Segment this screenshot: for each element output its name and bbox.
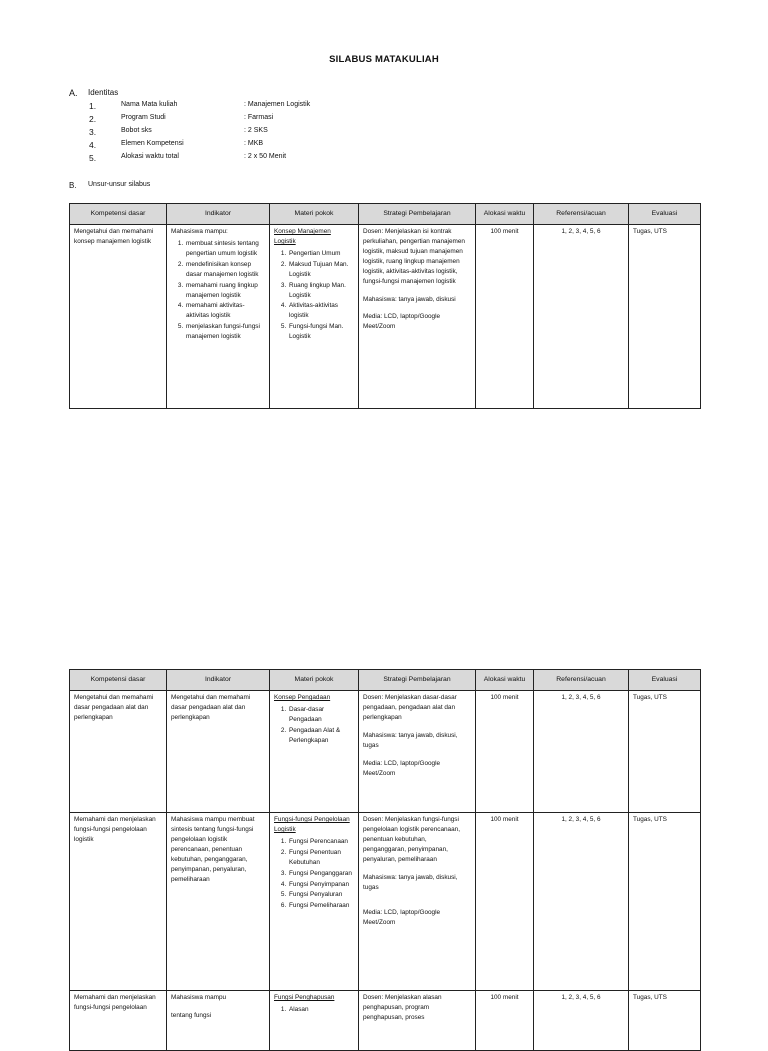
identity-label: Bobot sks: [121, 127, 152, 134]
list-item: 6. Fungsi Pemeliharaan: [288, 901, 354, 911]
col-header-indikator: Indikator: [167, 670, 270, 691]
identity-row: [89, 101, 444, 114]
section-a-title: Identitas: [88, 88, 119, 97]
table-row: [70, 991, 701, 1051]
col-header-strategi: Strategi Pembelajaran: [359, 670, 476, 691]
table-row: [70, 813, 701, 991]
list-item: 4. Fungsi Penyimpanan: [288, 880, 354, 890]
identity-list: [89, 101, 444, 166]
cell-strategi: [359, 225, 476, 409]
cell-referensi: 1, 2, 3, 4, 5, 6: [534, 813, 629, 991]
table-header-row: [70, 204, 701, 225]
identity-label: Nama Mata kuliah: [121, 101, 178, 108]
col-header-alokasi: Alokasi waktu: [476, 204, 534, 225]
col-header-strategi: Strategi Pembelajaran: [359, 204, 476, 225]
cell-materi: [270, 225, 359, 409]
cell-alokasi: 100 menit: [476, 691, 534, 813]
cell-materi: [270, 991, 359, 1051]
cell-strategi: [359, 991, 476, 1051]
strategi-dosen: Dosen: Menjelaskan alasan penghapusan, program penghapusan, proses: [363, 994, 442, 1021]
strategi-media: Media: LCD, laptop/Google Meet/Zoom: [363, 909, 441, 927]
col-header-kompetensi: Kompetensi dasar: [70, 670, 167, 691]
strategi-dosen: Dosen: Menjelaskan fungsi-fungsi pengelolaan logistik perencanaan, penentuan kebutuhan, penganggaran, penyimpanan, penyaluran, pemeliharaan: [363, 816, 460, 863]
list-item: 5. Fungsi Penyaluran: [288, 890, 354, 900]
cell-evaluasi: Tugas, UTS: [629, 691, 701, 813]
col-header-materi: Materi pokok: [270, 204, 359, 225]
col-header-referensi: Referensi/acuan: [534, 670, 629, 691]
materi-title: Fungsi-fungsi Pengelolaan Logistik: [274, 816, 350, 833]
identity-value: : 2 SKS: [244, 127, 268, 134]
col-header-evaluasi: Evaluasi: [629, 204, 701, 225]
indikator-text-2: tentang fungsi: [171, 1011, 212, 1019]
identity-num: 1.: [89, 101, 97, 111]
list-item: 5. menjelaskan fungsi-fungsi manajemen logistik: [185, 322, 265, 342]
indikator-text: Mahasiswa mampu: [171, 994, 227, 1001]
identity-num: 2.: [89, 114, 97, 124]
cell-referensi: 1, 2, 3, 4, 5, 6: [534, 225, 629, 409]
col-header-alokasi: Alokasi waktu: [476, 670, 534, 691]
strategi-dosen: Dosen: Menjelaskan isi kontrak perkuliahan, pengertian manajemen logistik, maksud tujuan manajemen logistik, ruang lingkup manajemen logistik, aktivitas-aktivitas logistik, fungsi-fungsi manajemen logistik: [363, 228, 465, 285]
materi-title: Konsep Manajemen Logistik: [274, 228, 331, 245]
page-title: SILABUS MATAKULIAH: [329, 54, 439, 65]
cell-referensi: 1, 2, 3, 4, 5, 6: [534, 691, 629, 813]
cell-kompetensi: Memahami dan menjelaskan fungsi-fungsi pengelolaan: [70, 991, 167, 1051]
materi-list: [274, 705, 354, 746]
identity-label: Alokasi waktu total: [121, 153, 179, 160]
col-header-referensi: Referensi/acuan: [534, 204, 629, 225]
list-item: 1. Fungsi Perencanaan: [288, 837, 354, 847]
identity-num: 5.: [89, 153, 97, 163]
indikator-intro: Mahasiswa mampu:: [171, 228, 228, 235]
list-item: 1. Dasar-dasar Pengadaan: [288, 705, 354, 725]
list-item: 3. Fungsi Penganggaran: [288, 869, 354, 879]
strategi-mahasiswa: Mahasiswa: tanya jawab, diskusi, tugas: [363, 873, 458, 891]
materi-list: [274, 837, 354, 911]
list-item: 3. memahami ruang lingkup manajemen logistik: [185, 281, 265, 301]
cell-alokasi: 100 menit: [476, 225, 534, 409]
identity-value: : 2 x 50 Menit: [244, 153, 287, 160]
cell-kompetensi: Mengetahui dan memahami konsep manajemen logistik: [70, 225, 167, 409]
cell-kompetensi: Mengetahui dan memahami dasar pengadaan alat dan perlengkapan: [70, 691, 167, 813]
cell-evaluasi: Tugas, UTS: [629, 813, 701, 991]
section-b-letter: B.: [69, 181, 77, 190]
section-b-heading: [69, 181, 150, 190]
list-item: 1. membuat sintesis tentang pengertian umum logistik: [185, 239, 265, 259]
materi-title: Fungsi Penghapusan: [274, 994, 335, 1001]
identity-value: : MKB: [244, 140, 264, 147]
list-item: 1. Alasan: [288, 1005, 354, 1015]
materi-list: [274, 249, 354, 342]
table-row: [70, 225, 701, 409]
syllabus-table-1: [69, 203, 701, 409]
cell-evaluasi: Tugas, UTS: [629, 991, 701, 1051]
materi-title: Konsep Pengadaan: [274, 694, 331, 701]
syllabus-table-2: [69, 669, 701, 1051]
strategi-dosen: Dosen: Menjelaskan dasar-dasar pengadaan, pengadaan alat dan perlengkapan: [363, 694, 457, 721]
identity-row: [89, 153, 444, 166]
cell-alokasi: 100 menit: [476, 813, 534, 991]
identity-num: 4.: [89, 140, 97, 150]
list-item: 4. memahami aktivitas-aktivitas logistik: [185, 301, 265, 321]
cell-indikator: Mengetahui dan memahami dasar pengadaan alat dan perlengkapan: [167, 691, 270, 813]
cell-referensi: 1, 2, 3, 4, 5, 6: [534, 991, 629, 1051]
col-header-kompetensi: Kompetensi dasar: [70, 204, 167, 225]
section-b-title: Unsur-unsur silabus: [88, 181, 151, 188]
list-item: 2. Fungsi Penentuan Kebutuhan: [288, 848, 354, 868]
identity-value: : Farmasi: [244, 114, 274, 121]
identity-row: [89, 127, 444, 140]
identity-row: [89, 140, 444, 153]
table-row: [70, 691, 701, 813]
cell-strategi: [359, 813, 476, 991]
identity-label: Program Studi: [121, 114, 166, 121]
col-header-materi: Materi pokok: [270, 670, 359, 691]
list-item: 2. mendefinisikan konsep dasar manajemen logistik: [185, 260, 265, 280]
cell-evaluasi: Tugas, UTS: [629, 225, 701, 409]
strategi-mahasiswa: Mahasiswa: tanya jawab, diskusi, tugas: [363, 731, 458, 749]
cell-indikator: [167, 225, 270, 409]
list-item: 2. Pengadaan Alat & Perlengkapan: [288, 726, 354, 746]
cell-indikator: Mahasiswa mampu membuat sintesis tentang fungsi-fungsi pengelolaan logistik perencanaan, penentuan kebutuhan, penganggaran, penyimpanan, penyaluran, pemeliharaan: [167, 813, 270, 991]
cell-materi: [270, 691, 359, 813]
materi-list: [274, 1005, 354, 1015]
strategi-media: Media: LCD, laptop/Google Meet/Zoom: [363, 313, 441, 331]
section-a-heading: [69, 88, 118, 98]
strategi-media: Media: LCD, laptop/Google Meet/Zoom: [363, 759, 441, 777]
list-item: 5. Fungsi-fungsi Man. Logistik: [288, 322, 354, 342]
list-item: 2. Maksud Tujuan Man. Logistik: [288, 260, 354, 280]
col-header-evaluasi: Evaluasi: [629, 670, 701, 691]
list-item: 1. Pengertian Umum: [288, 249, 354, 259]
cell-kompetensi: Memahami dan menjelaskan fungsi-fungsi pengelolaan logistik: [70, 813, 167, 991]
section-a-letter: A.: [69, 88, 78, 98]
identity-label: Elemen Kompetensi: [121, 140, 184, 147]
list-item: 3. Ruang lingkup Man. Logistik: [288, 281, 354, 301]
cell-alokasi: 100 menit: [476, 991, 534, 1051]
col-header-indikator: Indikator: [167, 204, 270, 225]
table-header-row: [70, 670, 701, 691]
indikator-list: [171, 239, 265, 342]
cell-strategi: [359, 691, 476, 813]
identity-num: 3.: [89, 127, 97, 137]
identity-value: : Manajemen Logistik: [244, 101, 311, 108]
list-item: 4. Aktivitas-aktivitas logistik: [288, 301, 354, 321]
identity-row: [89, 114, 444, 127]
cell-indikator: [167, 991, 270, 1051]
strategi-mahasiswa: Mahasiswa: tanya jawab, diskusi: [363, 295, 456, 303]
cell-materi: [270, 813, 359, 991]
